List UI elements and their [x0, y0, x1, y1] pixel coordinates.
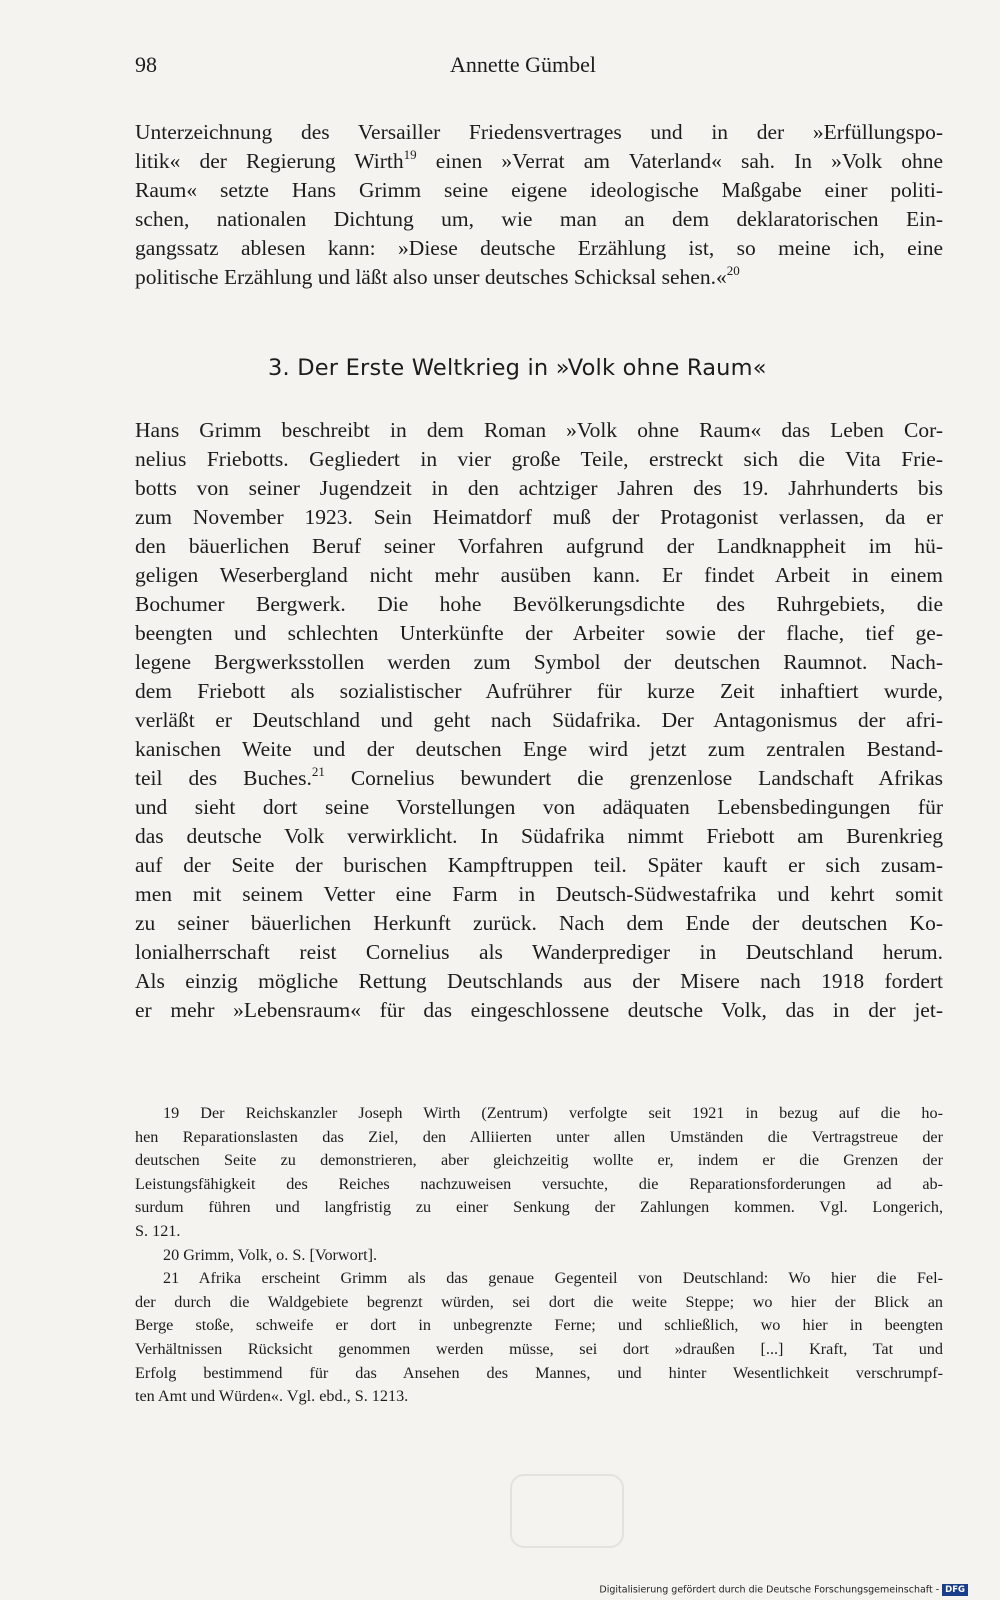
page-number: 98: [135, 52, 157, 77]
text-line: lonialherrschaft reist Cornelius als Wanderprediger in Deutschland herum.: [135, 940, 943, 964]
text-line: Raum« setzte Hans Grimm seine eigene ideologische Maßgabe einer politi-: [135, 178, 943, 202]
text-line: beengten und schlechten Unterkünfte der Arbeiter sowie der flache, tief ge-: [135, 621, 943, 645]
footnote-19-line: hen Reparationslasten das Ziel, den Alliierten unter allen Umständen die Vertragstreue der: [135, 1127, 943, 1146]
text-line: geligen Weserbergland nicht mehr ausüben kann. Er findet Arbeit in einem: [135, 563, 943, 587]
text-line: er mehr »Lebensraum« für das eingeschlossene deutsche Volk, das in der jet-: [135, 998, 943, 1022]
footnote-19-line: deutschen Seite zu demonstrieren, aber gleichzeitig wollte er, indem er die Grenzen der: [135, 1151, 943, 1170]
text-line: legene Bergwerksstollen werden zum Symbol der deutschen Raumnot. Nach-: [135, 650, 943, 674]
text-line: das deutsche Volk verwirklicht. In Südafrika nimmt Friebott am Burenkrieg: [135, 824, 943, 848]
footnote-19-line: surdum führen und langfristig zu einer Senkung der Zahlungen kommen. Vgl. Longerich,: [135, 1198, 943, 1217]
digitization-credit: [599, 1584, 968, 1596]
text-line: gangssatz ablesen kann: »Diese deutsche Erzählung ist, so meine ich, eine: [135, 236, 943, 260]
footnote-ref-19: 19: [403, 146, 417, 162]
footnote-21-line: Berge stoße, schweife er dort in unbegrenzte Ferne; und schließlich, wo hier in beengten: [135, 1316, 943, 1335]
text-line: Hans Grimm beschreibt in dem Roman »Volk ohne Raum« das Leben Cor-: [135, 418, 943, 442]
footnote-ref-20: 20: [726, 262, 740, 278]
text-line: politische Erzählung und läßt also unser deutsches Schicksal sehen.«$^{20}$: [135, 262, 740, 289]
footnote-21-line: 21 Afrika erscheint Grimm als das genaue Gegenteil von Deutschland: Wo hier die Fel-: [163, 1269, 943, 1288]
credit-text: Digitalisierung gefördert durch die Deutsche Forschungsgemeinschaft -: [599, 1584, 940, 1596]
footnote-19-line: 19 Der Reichskanzler Joseph Wirth (Zentrum) verfolgte seit 1921 in bezug auf die ho-: [163, 1104, 943, 1122]
text-line: teil des Buches.$^{21}$ Cornelius bewundert die grenzenlose Landschaft Afrikas: [135, 763, 944, 790]
text-line: Bochumer Bergwerk. Die hohe Bevölkerungsdichte des Ruhrgebiets, die: [135, 592, 943, 616]
text-line: auf der Seite der burischen Kampftruppen teil. Später kauft er sich zusam-: [135, 853, 943, 877]
running-head-author: Annette Gümbel: [450, 52, 597, 77]
footnote-21-line: der durch die Waldgebiete begrenzt würden, sei dort die weite Steppe; wo hier der Blick an: [135, 1292, 943, 1311]
text-line: men mit seinem Vetter eine Farm in Deutsch-Südwestafrika und kehrt somit: [135, 882, 943, 906]
dfg-logo: DFG: [942, 1584, 968, 1596]
footnote-20: 20 Grimm, Volk, o. S. [Vorwort].: [163, 1245, 378, 1264]
text-line: Unterzeichnung des Versailler Friedensvertrages und in der »Erfüllungspo-: [135, 120, 943, 144]
text-line: Als einzig mögliche Rettung Deutschlands aus der Misere nach 1918 fordert: [135, 969, 943, 993]
text-line: den bäuerlichen Beruf seiner Vorfahren aufgrund der Landknappheit im hü-: [135, 534, 943, 558]
footnotes: [135, 1102, 943, 1409]
paragraph-2: [135, 416, 943, 1025]
text-line: schen, nationalen Dichtung um, wie man an dem deklaratorischen Ein-: [135, 207, 943, 231]
footnote-19-line: Leistungsfähigkeit des Reiches nachzuweisen versuchte, die Reparationsforderungen ad ab-: [135, 1174, 943, 1193]
text-line: kanischen Weite und der deutschen Enge wird jetzt zum zentralen Bestand-: [135, 737, 943, 761]
library-stamp-faint: [510, 1474, 624, 1548]
text-line: und sieht dort seine Vorstellungen von adäquaten Lebensbedingungen für: [135, 795, 943, 819]
text-line: nelius Friebotts. Gegliedert in vier große Teile, erstreckt sich die Vita Frie-: [135, 447, 943, 471]
footnote-21-line: Verhältnissen Rücksicht genommen werden müsse, sei dort »draußen [...] Kraft, Tat und: [135, 1339, 943, 1358]
text-line: dem Friebott als sozialistischer Aufrührer für kurze Zeit inhaftiert wurde,: [135, 679, 943, 703]
text-line: litik« der Regierung Wirth$^{19}$ einen »Verrat am Vaterland« sah. In »Volk ohne: [135, 146, 943, 173]
text-line: zum November 1923. Sein Heimatdorf muß der Protagonist verlassen, da er: [135, 505, 943, 529]
section-heading: 3. Der Erste Weltkrieg in »Volk ohne Raum«: [268, 355, 767, 381]
footnote-ref-21: 21: [311, 763, 325, 779]
footnote-21-line: Erfolg bestimmend für das Ansehen des Mannes, und hinter Wesentlichkeit verschrumpf-: [135, 1363, 943, 1382]
text-line: botts von seiner Jugendzeit in den achtziger Jahren des 19. Jahrhunderts bis: [135, 476, 943, 500]
text-line: zu seiner bäuerlichen Herkunft zurück. Nach dem Ende der deutschen Ko-: [135, 911, 943, 935]
paragraph-1: [135, 118, 943, 292]
footnote-19-line: S. 121.: [135, 1221, 181, 1240]
footnote-21-line: ten Amt und Würden«. Vgl. ebd., S. 1213.: [135, 1387, 409, 1406]
text-line: verläßt er Deutschland und geht nach Südafrika. Der Antagonismus der afri-: [135, 708, 943, 732]
page-header: [135, 52, 943, 82]
